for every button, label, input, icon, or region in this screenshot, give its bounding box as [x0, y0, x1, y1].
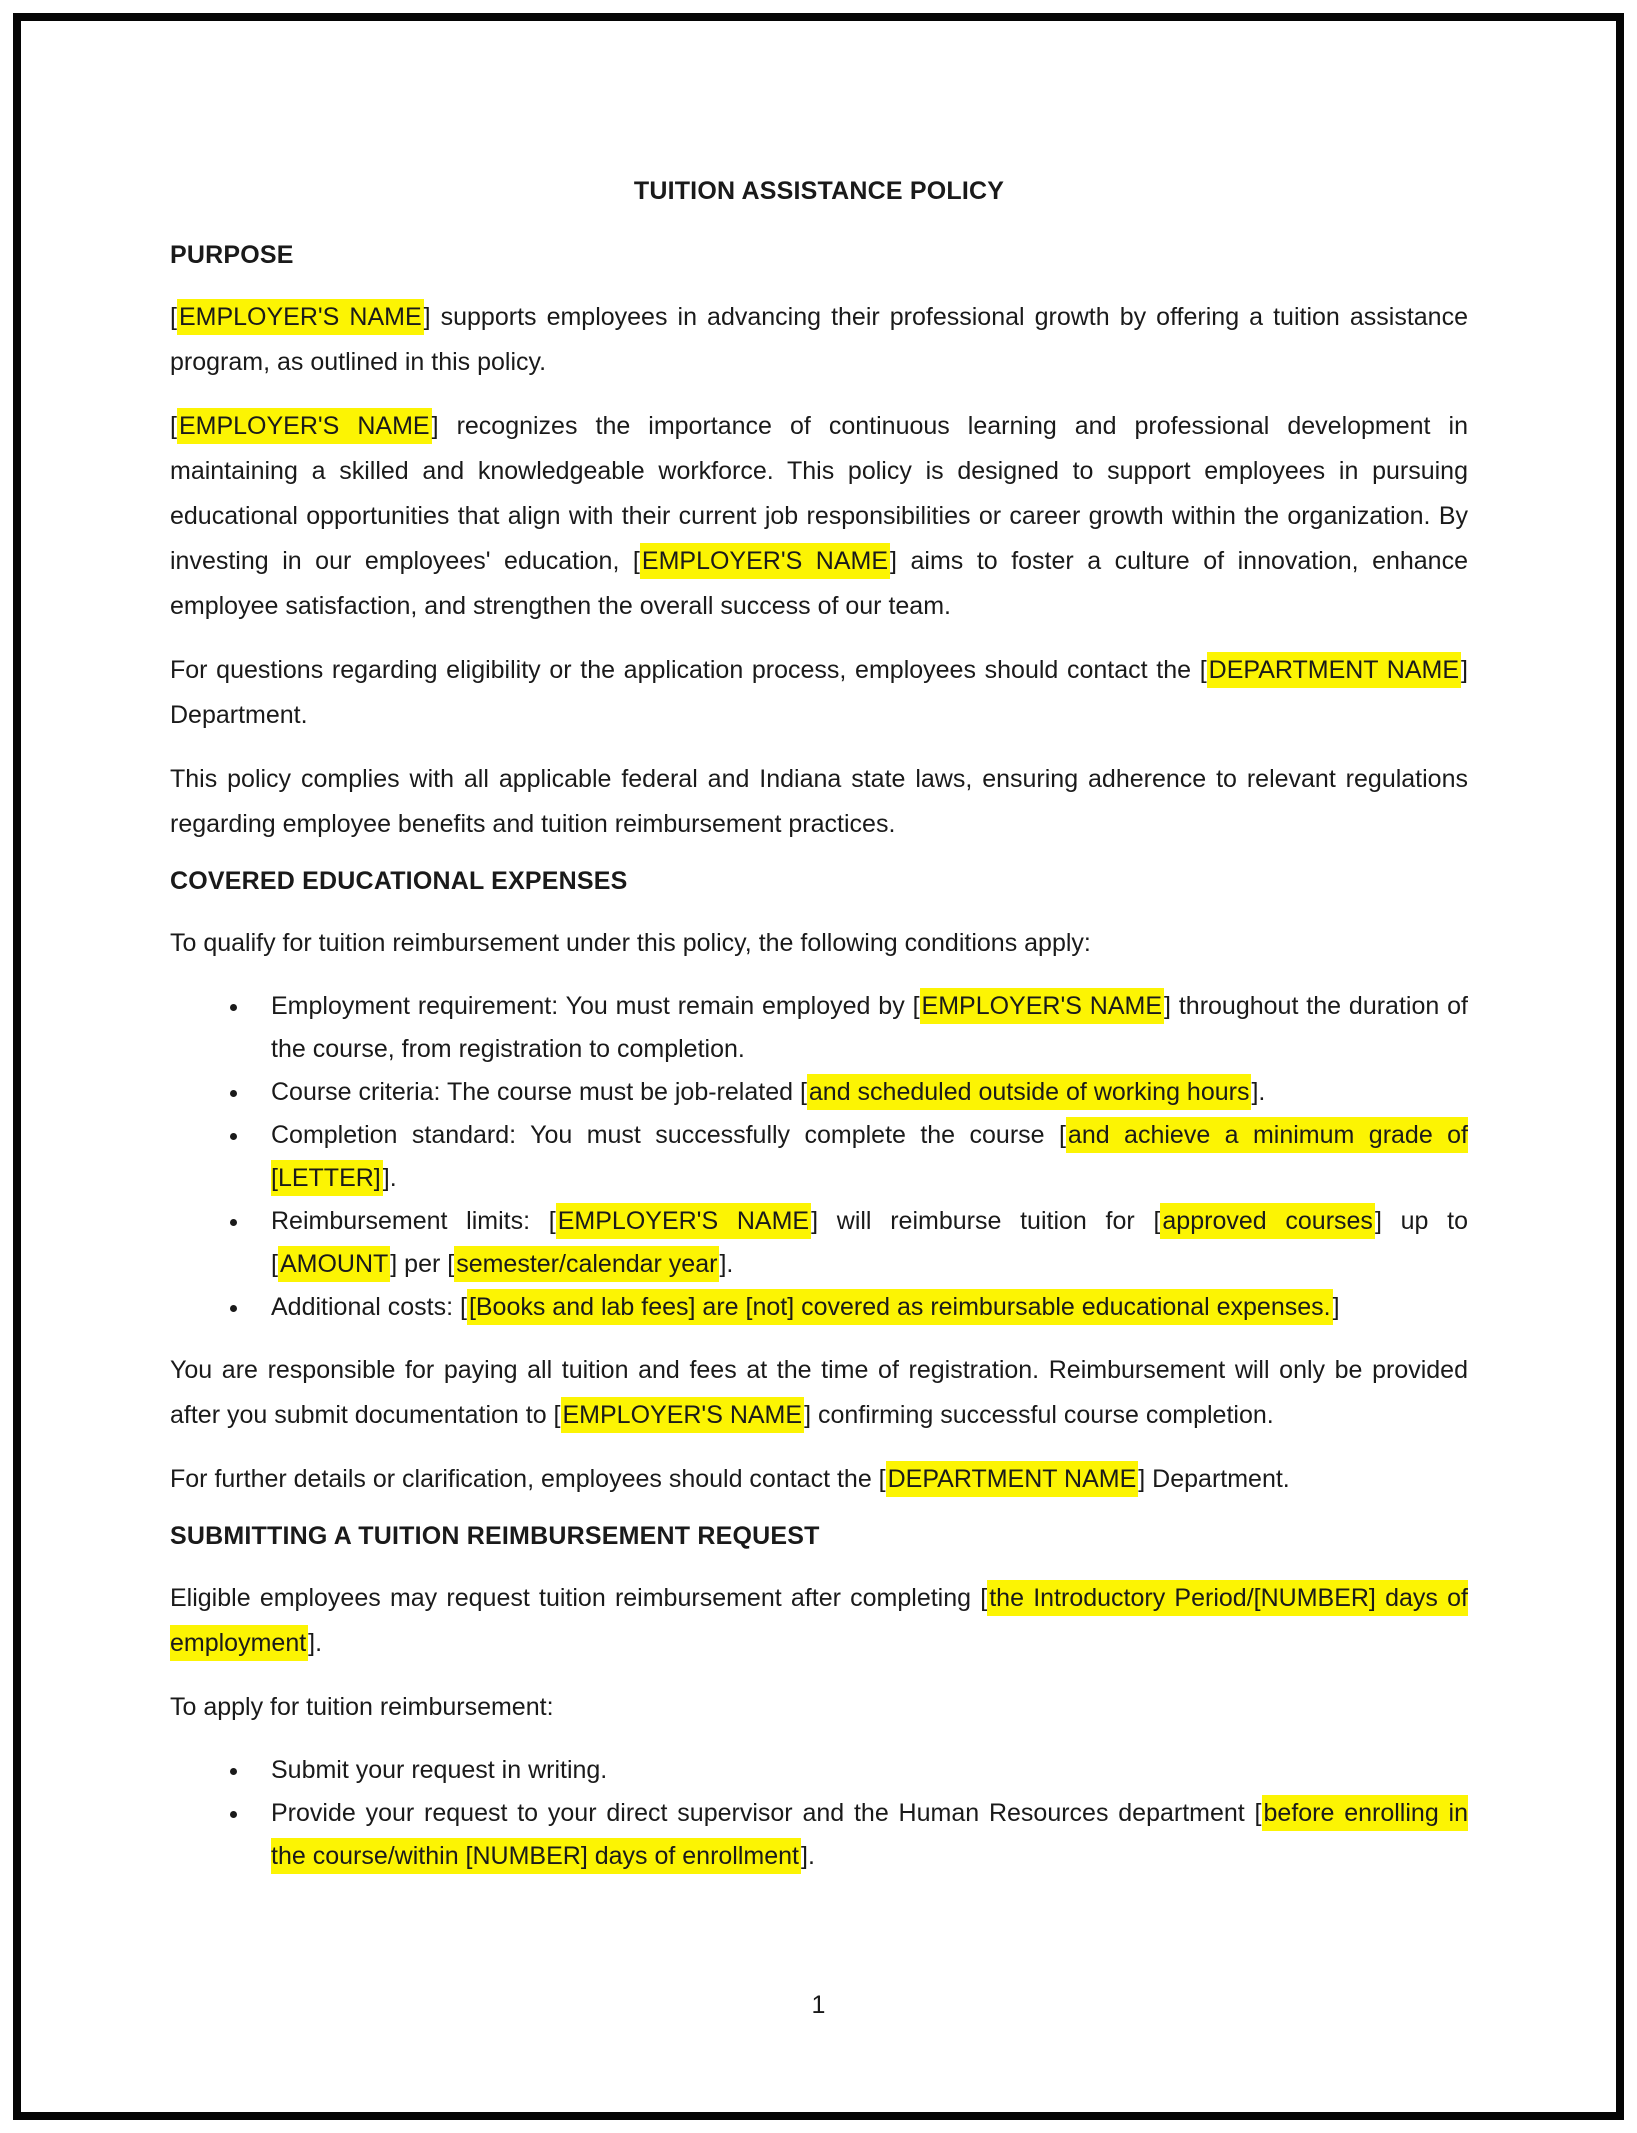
text-run: [: [170, 303, 177, 331]
list-item: [250, 1114, 1468, 1200]
highlighted-placeholder: AMOUNT: [278, 1246, 390, 1282]
text-run: ] up to [: [271, 1207, 1469, 1278]
highlighted-placeholder: EMPLOYER'S NAME: [177, 408, 432, 444]
text-run: ] per [: [390, 1250, 455, 1278]
paragraph: [170, 404, 1468, 629]
text-run: ] throughout the duration of the course, from registration to completion.: [271, 992, 1468, 1063]
text-run: ] confirming successful course completion.: [804, 1401, 1274, 1429]
paragraph: [170, 1348, 1468, 1438]
bullet-list: [170, 1749, 1468, 1878]
list-item: [250, 985, 1468, 1071]
text-run: To qualify for tuition reimbursement under this policy, the following conditions apply:: [170, 929, 1091, 957]
text-run: ] aims to foster a culture of innovation, enhance employee satisfaction, and strengthen the overall success of our team.: [170, 547, 1468, 620]
text-run: Additional costs: [: [271, 1293, 467, 1321]
text-run: TUITION ASSISTANCE POLICY: [633, 177, 1005, 205]
highlighted-placeholder: before enrolling in the course/within [NUMBER] days of enrollment: [271, 1795, 1468, 1874]
text-run: ]: [1332, 1293, 1340, 1321]
highlighted-placeholder: DEPARTMENT NAME: [886, 1461, 1139, 1497]
paragraph: [170, 1576, 1468, 1666]
text-run: Course criteria: The course must be job-related [: [271, 1078, 807, 1106]
highlighted-placeholder: semester/calendar year: [454, 1246, 719, 1282]
text-run: SUBMITTING A TUITION REIMBURSEMENT REQUEST: [170, 1522, 820, 1550]
highlighted-placeholder: [Books and lab fees] are [not] covered as reimbursable educational expenses.: [467, 1289, 1333, 1325]
highlighted-placeholder: EMPLOYER'S NAME: [556, 1203, 811, 1239]
text-run: ].: [1251, 1078, 1266, 1106]
text-run: ] will reimburse tuition for [: [811, 1207, 1161, 1235]
paragraph: [170, 921, 1468, 966]
text-run: ].: [719, 1250, 734, 1278]
text-run: This policy complies with all applicable federal and Indiana state laws, ensuring adherence to relevant regulations regarding employee benefits and tuition reimbursement practices.: [170, 765, 1468, 838]
section-heading: [170, 240, 1468, 270]
list-item: [250, 1792, 1468, 1878]
section-heading: [170, 866, 1468, 896]
text-run: ] Department.: [170, 656, 1468, 729]
text-run: PURPOSE: [170, 241, 294, 269]
highlighted-placeholder: EMPLOYER'S NAME: [640, 543, 890, 579]
text-run: ].: [801, 1842, 815, 1870]
list-item: [250, 1286, 1468, 1329]
text-run: ] supports employees in advancing their professional growth by offering a tuition assistance program, as outlined in this policy.: [170, 303, 1468, 376]
paragraph: [170, 757, 1468, 847]
text-run: For questions regarding eligibility or the application process, employees should contact the [: [170, 656, 1207, 684]
section-heading: [170, 1521, 1468, 1551]
text-run: For further details or clarification, employees should contact the [: [170, 1465, 886, 1493]
document-title: [170, 176, 1468, 206]
highlighted-placeholder: EMPLOYER'S NAME: [177, 299, 424, 335]
text-run: To apply for tuition reimbursement:: [170, 1693, 554, 1721]
text-run: ].: [382, 1164, 397, 1192]
text-run: Reimbursement limits: [: [271, 1207, 556, 1235]
list-item: [250, 1200, 1468, 1286]
page-number: 1: [811, 1991, 826, 2019]
paragraph: [170, 1457, 1468, 1502]
highlighted-placeholder: EMPLOYER'S NAME: [561, 1397, 805, 1433]
text-run: Submit your request in writing.: [271, 1756, 608, 1784]
paragraph: [170, 295, 1468, 385]
highlighted-placeholder: and achieve a minimum grade of [LETTER]: [271, 1117, 1468, 1196]
text-run: ].: [308, 1629, 323, 1657]
text-run: COVERED EDUCATIONAL EXPENSES: [170, 867, 628, 895]
highlighted-placeholder: the Introductory Period/[NUMBER] days of employment: [170, 1580, 1468, 1661]
text-run: You are responsible for paying all tuition and fees at the time of registration. Reimbursement will only be provided after you submit documentation to [: [170, 1356, 1468, 1429]
text-run: ] Department.: [1138, 1465, 1290, 1493]
highlighted-placeholder: EMPLOYER'S NAME: [920, 988, 1165, 1024]
text-run: Completion standard: You must successfully complete the course [: [271, 1121, 1066, 1149]
highlighted-placeholder: approved courses: [1160, 1203, 1375, 1239]
highlighted-placeholder: and scheduled outside of working hours: [807, 1074, 1252, 1110]
highlighted-placeholder: DEPARTMENT NAME: [1207, 652, 1461, 688]
paragraph: [170, 648, 1468, 738]
text-run: Provide your request to your direct supervisor and the Human Resources department [: [271, 1799, 1262, 1827]
bullet-list: [170, 985, 1468, 1329]
paragraph: [170, 1685, 1468, 1730]
list-item: [250, 1071, 1468, 1114]
text-run: ] recognizes the importance of continuous learning and professional development in maintaining a skilled and knowledgeable workforce. This policy is designed to support employees in pursuing educational opportunities that align with their current job responsibilities or career growth within the organization. By investing in our employees' education, [: [170, 412, 1468, 575]
text-run: [: [170, 412, 177, 440]
list-item: [250, 1749, 1468, 1792]
text-run: Employment requirement: You must remain employed by [: [271, 992, 920, 1020]
text-run: Eligible employees may request tuition reimbursement after completing [: [170, 1584, 988, 1612]
